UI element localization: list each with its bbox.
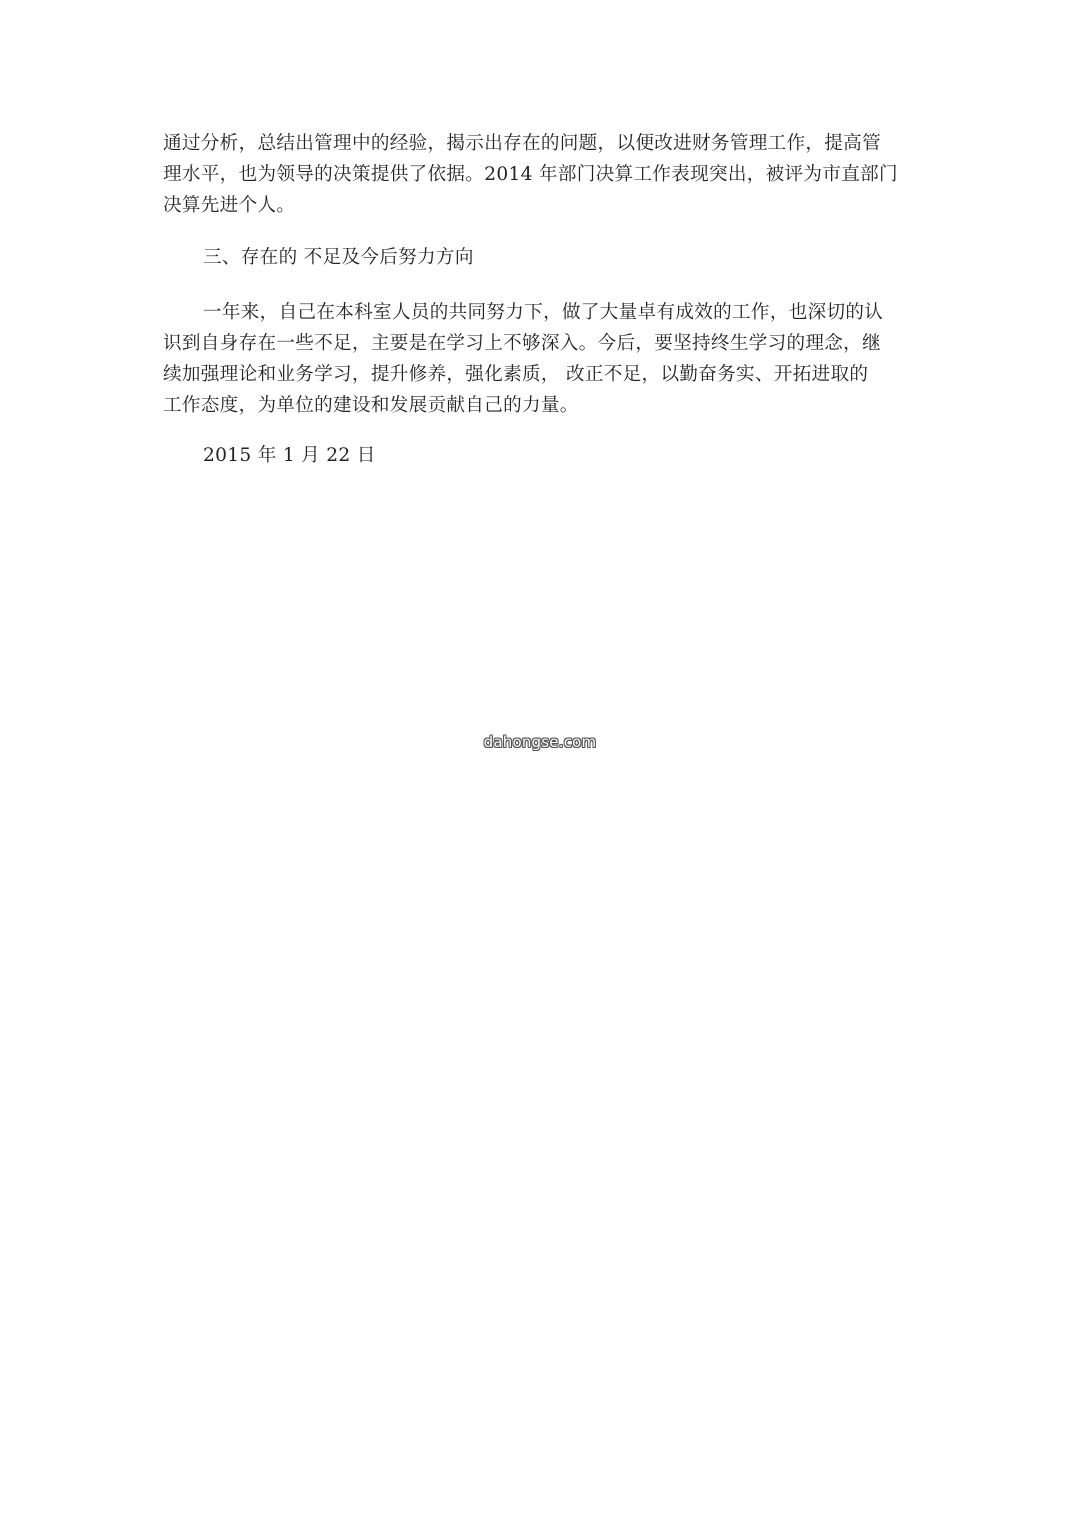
paragraph-line: 通过分析，总结出管理中的经验，揭示出存在的问题，以便改进财务管理工作，提高管 — [163, 133, 881, 154]
section-heading — [163, 242, 923, 273]
watermark-text: dahongse.com — [483, 733, 597, 751]
paragraph-shortcomings — [163, 297, 923, 421]
section-heading-text: 三、存在的 不足及今后努力方向 — [203, 247, 474, 268]
paragraph-line: 工作态度，为单位的建设和发展贡献自己的力量。 — [163, 395, 579, 416]
paragraph-line: 一年来，自己在本科室人员的共同努力下，做了大量卓有成效的工作，也深切的认 — [203, 302, 884, 323]
paragraph-line: 决算先进个人。 — [163, 195, 296, 216]
paragraph-line: 识到自身存在一些不足，主要是在学习上不够深入。今后，要坚持终生学习的理念，继 — [163, 333, 881, 354]
paragraph-line: 续加强理论和业务学习，提升修养，强化素质， 改正不足，以勤奋务实、开拓进取的 — [163, 364, 869, 385]
document-date: 2015 年 1 月 22 日 — [203, 445, 376, 466]
paragraph-line: 理水平，也为领导的决策提供了依据。2014 年部门决算工作表现突出，被评为市直部门 — [163, 164, 898, 185]
date-block — [163, 440, 923, 471]
paragraph-analysis — [163, 128, 923, 221]
